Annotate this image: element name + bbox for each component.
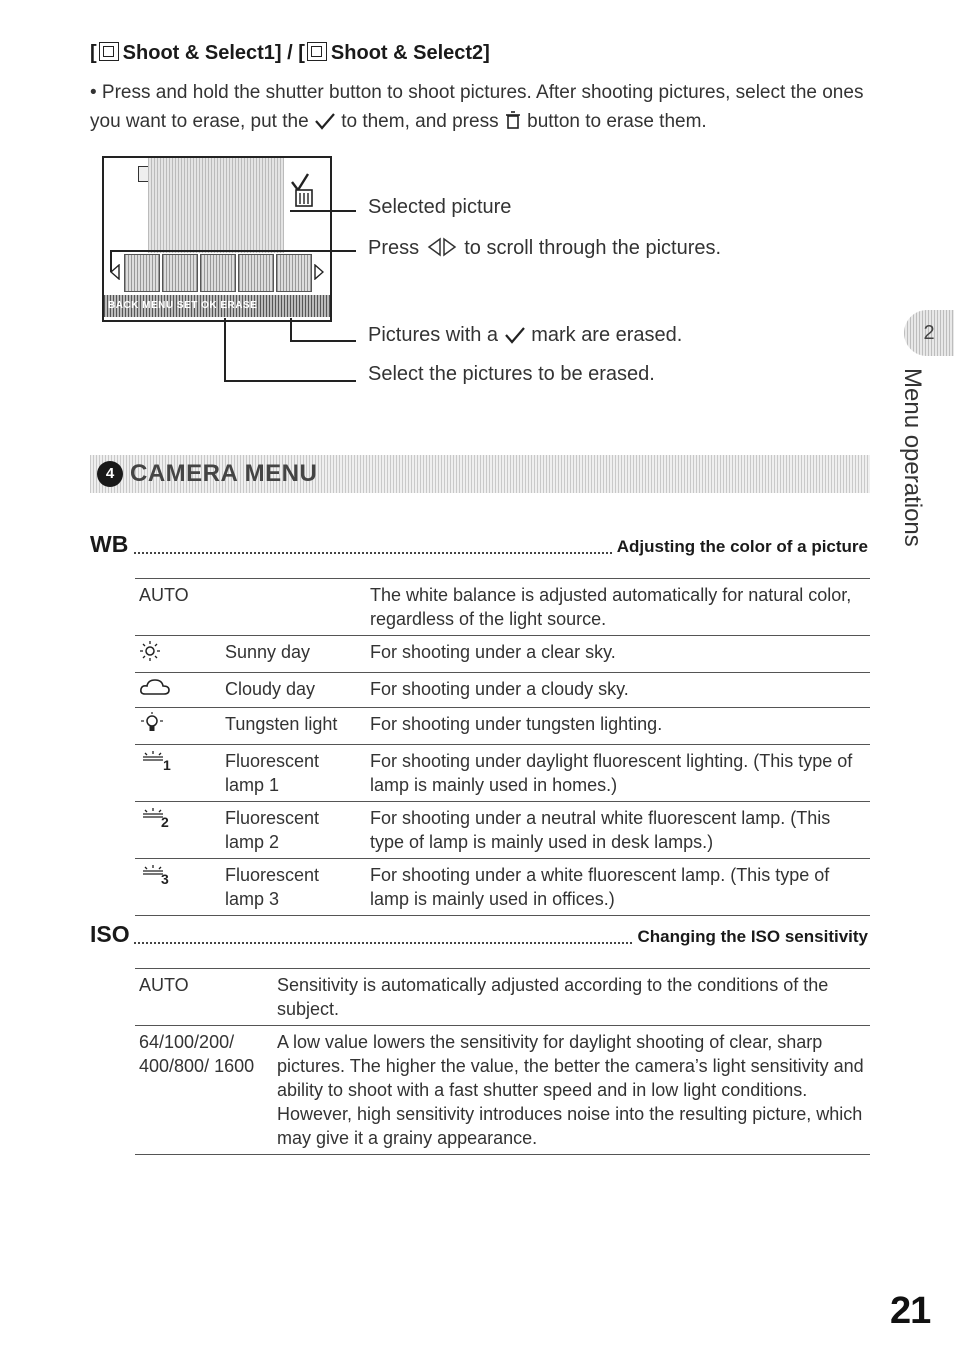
wb-label: Fluorescent lamp 3 bbox=[221, 859, 366, 916]
thumbnail bbox=[238, 254, 274, 292]
leader-line bbox=[290, 318, 292, 340]
check-mark-icon bbox=[504, 326, 526, 344]
chapter-label bbox=[896, 368, 936, 568]
table-row bbox=[135, 708, 870, 745]
table-row bbox=[135, 579, 870, 636]
wb-text-auto: The white balance is adjusted automatically for natural color, regardless of the light source. bbox=[366, 579, 870, 636]
cloud-icon bbox=[139, 677, 171, 697]
chapter-label-text: Menu operations bbox=[899, 368, 926, 547]
left-right-arrow-icon bbox=[425, 237, 459, 257]
iso-description: Changing the ISO sensitivity bbox=[634, 927, 868, 947]
wb-icon-cell bbox=[135, 859, 221, 916]
iso-text-auto: Sensitivity is automatically adjusted according to the conditions of the subject. bbox=[273, 969, 870, 1026]
wb-label: Fluorescent lamp 1 bbox=[221, 745, 366, 802]
callout-scroll-text-a: Press bbox=[368, 237, 420, 259]
iso-title: ISO bbox=[90, 921, 134, 948]
thumbnail bbox=[162, 254, 198, 292]
callout-marked-erased bbox=[368, 324, 682, 347]
iso-table bbox=[135, 968, 870, 1155]
callout-select-pictures: Select the pictures to be erased. bbox=[368, 363, 655, 385]
callout-marked-text-b: mark are erased. bbox=[531, 324, 683, 346]
iso-label-auto: AUTO bbox=[135, 969, 273, 1026]
shoot-select-1-icon bbox=[99, 42, 119, 61]
wb-label: Tungsten light bbox=[221, 708, 366, 745]
scroll-right-icon bbox=[314, 264, 324, 280]
heading-bracket: [ bbox=[90, 42, 97, 64]
wb-icon-cell bbox=[135, 673, 221, 708]
wb-section-header bbox=[90, 532, 868, 560]
thumbnail bbox=[124, 254, 160, 292]
trash-icon bbox=[504, 110, 522, 130]
thumbnail bbox=[276, 254, 312, 292]
bullet-text-b: to them, and press bbox=[341, 111, 499, 132]
wb-text: For shooting under a clear sky. bbox=[366, 636, 870, 673]
fluorescent-3-icon bbox=[139, 863, 173, 887]
leader-line bbox=[290, 210, 356, 212]
wb-text: For shooting under a white fluorescent lamp. (This type of lamp is mainly used in offices.) bbox=[366, 859, 870, 916]
wb-label-auto: AUTO bbox=[135, 579, 366, 636]
camera-menu-title: CAMERA MENU bbox=[130, 460, 318, 487]
leader-line bbox=[110, 250, 356, 252]
page-number: 21 bbox=[890, 1290, 931, 1332]
wb-icon-cell bbox=[135, 708, 221, 745]
iso-label-values: 64/100/200/ 400/800/ 1600 bbox=[135, 1026, 273, 1155]
table-row bbox=[135, 969, 870, 1026]
thumbnail bbox=[200, 254, 236, 292]
callout-scroll-text-b: to scroll through the pictures. bbox=[464, 237, 722, 259]
wb-table bbox=[135, 578, 870, 916]
table-row bbox=[135, 636, 870, 673]
bullet-text-a: • Press and hold the shutter button to shoot pictures. After shooting pictures, select the ones you want to erase, put the bbox=[90, 82, 864, 132]
heading-part-1: Shoot & Select1] / [ bbox=[122, 42, 305, 64]
wb-label: Cloudy day bbox=[221, 673, 366, 708]
wb-icon-cell bbox=[135, 802, 221, 859]
leader-line bbox=[110, 250, 112, 272]
screen-button-bar: BACK MENU SET OK ERASE bbox=[104, 295, 332, 317]
wb-label: Sunny day bbox=[221, 636, 366, 673]
bulb-icon bbox=[139, 712, 165, 734]
wb-icon-cell bbox=[135, 636, 221, 673]
wb-text: For shooting under a cloudy sky. bbox=[366, 673, 870, 708]
leader-line bbox=[224, 380, 356, 382]
check-mark-icon bbox=[314, 112, 336, 130]
fluorescent-1-icon bbox=[139, 749, 173, 773]
svg-text:1: 1 bbox=[163, 757, 171, 773]
shoot-select-2-icon bbox=[307, 42, 327, 61]
callout-scroll bbox=[368, 237, 721, 260]
table-row bbox=[135, 802, 870, 859]
svg-text:3: 3 bbox=[161, 871, 169, 887]
callout-selected-picture: Selected picture bbox=[368, 196, 512, 218]
fluorescent-2-icon bbox=[139, 806, 173, 830]
chapter-tab: 2 bbox=[904, 310, 954, 356]
scroll-left-icon bbox=[110, 264, 120, 280]
section-heading-shoot-select bbox=[90, 42, 490, 65]
svg-text:2: 2 bbox=[161, 814, 169, 830]
wb-title: WB bbox=[90, 531, 132, 558]
table-row bbox=[135, 745, 870, 802]
callout-marked-text-a: Pictures with a bbox=[368, 324, 499, 346]
bullet-paragraph bbox=[90, 78, 880, 136]
bullet-text-c: button to erase them. bbox=[527, 111, 707, 132]
wb-text: For shooting under daylight fluorescent lighting. (This type of lamp is mainly used in homes.) bbox=[366, 745, 870, 802]
iso-text-values: A low value lowers the sensitivity for daylight shooting of clear, sharp pictures. The higher the value, the better the camera’s light sensitivity and ability to shoot with a fast shutter speed and in low light conditions. However, high sensitivity introduces noise into the resulting picture, which may give it a grainy appearance. bbox=[273, 1026, 870, 1155]
camera-screen-illustration bbox=[102, 156, 332, 322]
leader-line bbox=[290, 340, 356, 342]
selected-picture-preview bbox=[148, 158, 284, 253]
leader-line bbox=[224, 318, 226, 380]
camera-menu-number: 4 bbox=[97, 461, 123, 487]
table-row bbox=[135, 673, 870, 708]
wb-text: For shooting under tungsten lighting. bbox=[366, 708, 870, 745]
table-row bbox=[135, 859, 870, 916]
heading-part-2: Shoot & Select2] bbox=[330, 42, 490, 64]
wb-icon-cell bbox=[135, 745, 221, 802]
wb-label: Fluorescent lamp 2 bbox=[221, 802, 366, 859]
thumbnail-strip bbox=[110, 254, 324, 294]
iso-section-header bbox=[90, 922, 868, 950]
sun-icon bbox=[139, 640, 161, 662]
wb-text: For shooting under a neutral white fluorescent lamp. (This type of lamp is mainly used in desk lamps.) bbox=[366, 802, 870, 859]
wb-description: Adjusting the color of a picture bbox=[613, 537, 868, 557]
erase-check-icon bbox=[286, 168, 324, 208]
table-row bbox=[135, 1026, 870, 1155]
